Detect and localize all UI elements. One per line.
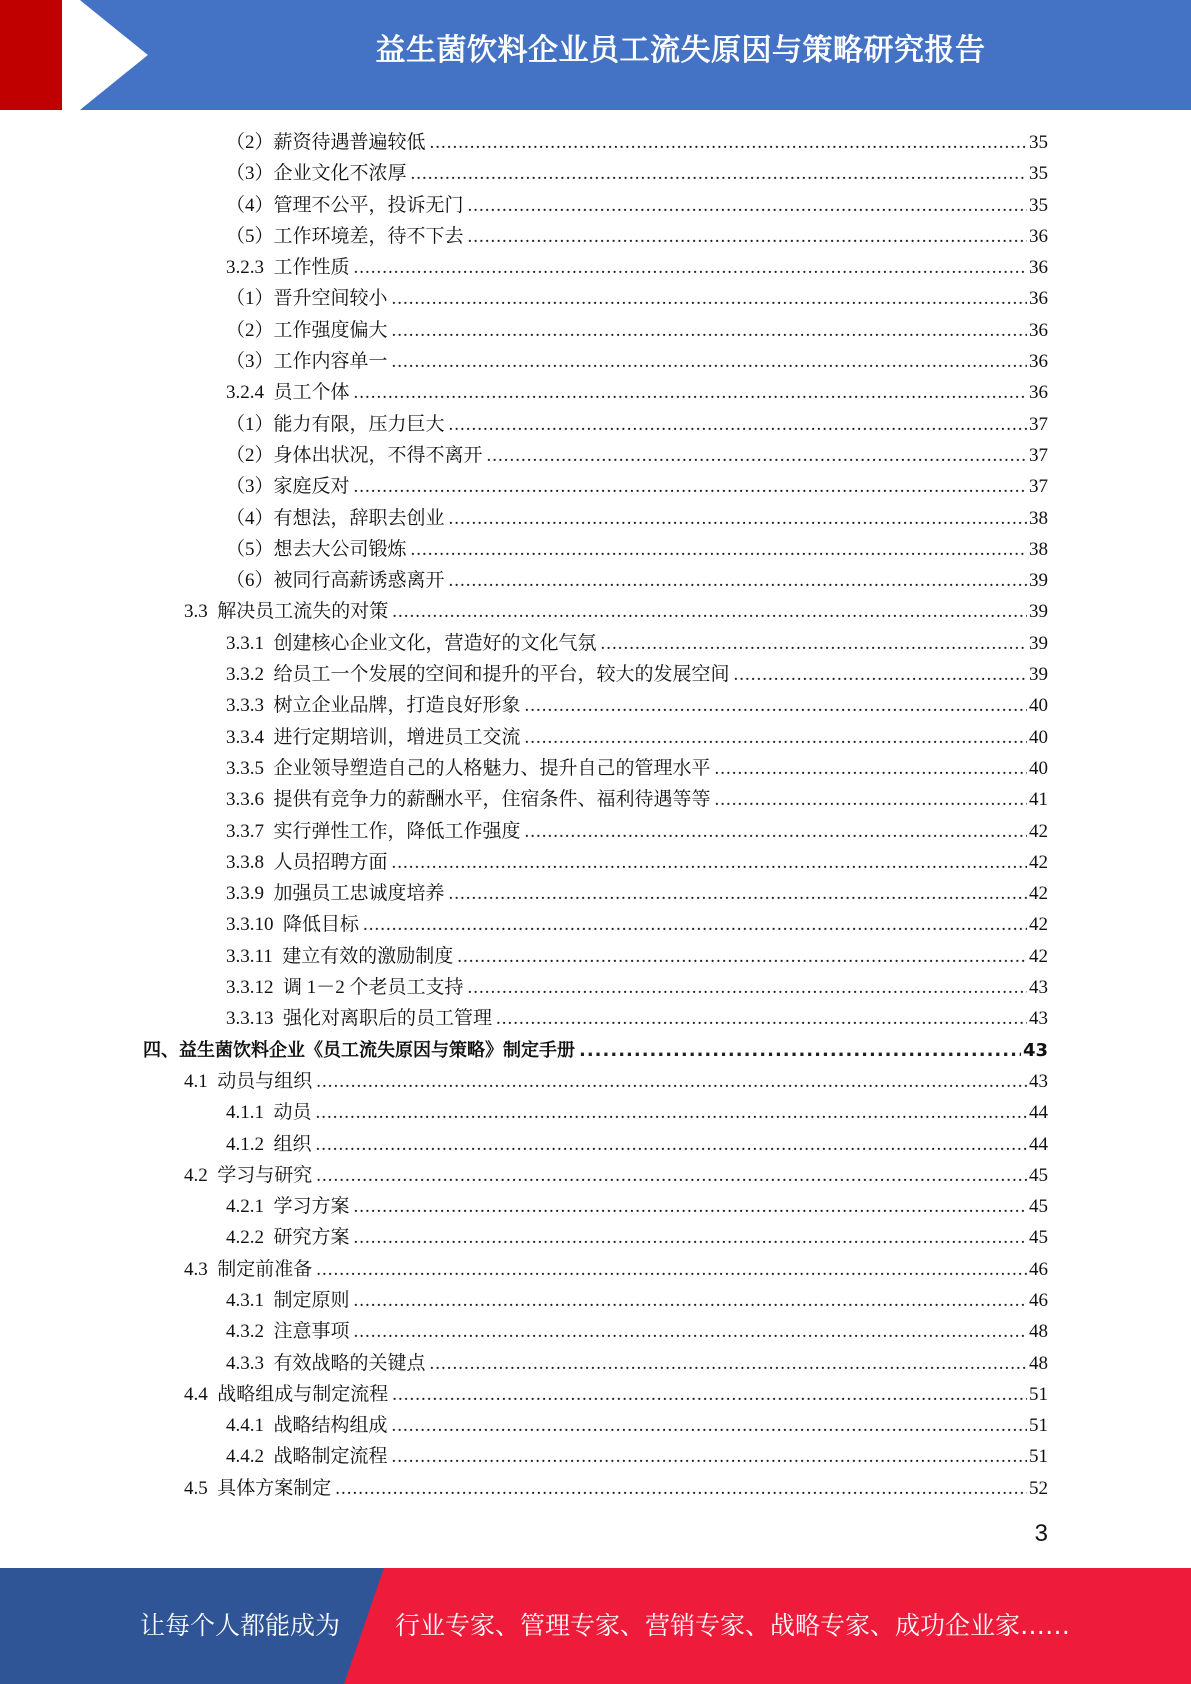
toc-dot-leader xyxy=(449,878,1027,909)
toc-dot-leader xyxy=(363,909,1027,940)
toc-entry-label: （5）想去大公司锻炼 xyxy=(226,538,407,560)
toc-entry[interactable] xyxy=(0,878,1048,909)
toc-entry[interactable] xyxy=(0,722,1048,753)
toc-dot-leader xyxy=(579,1035,1021,1066)
toc-entry[interactable] xyxy=(0,1160,1048,1191)
toc-entry-page: 37 xyxy=(1029,413,1048,435)
toc-entry-page: 38 xyxy=(1029,507,1048,529)
toc-entry-page: 48 xyxy=(1029,1321,1048,1343)
toc-entry-label: 3.3.4 进行定期培训，增进员工交流 xyxy=(226,726,521,748)
toc-entry-page: 43 xyxy=(1029,977,1048,999)
toc-entry-page: 39 xyxy=(1029,601,1048,623)
toc-entry[interactable] xyxy=(0,1003,1048,1034)
toc-entry[interactable] xyxy=(0,283,1048,314)
toc-dot-leader xyxy=(734,659,1027,690)
toc-dot-leader xyxy=(392,1379,1027,1410)
toc-entry[interactable] xyxy=(0,1379,1048,1410)
toc-dot-leader xyxy=(316,1129,1027,1160)
toc-entry-label: 3.3.12 调 1－2 个老员工支持 xyxy=(226,977,464,999)
toc-entry-label: （4）有想法，辞职去创业 xyxy=(226,507,445,529)
toc-entry-page: 40 xyxy=(1029,726,1048,748)
toc-entry-page: 35 xyxy=(1029,163,1048,185)
toc-entry[interactable] xyxy=(0,315,1048,346)
toc-entry-page: 39 xyxy=(1029,664,1048,686)
toc-dot-leader xyxy=(715,784,1027,815)
toc-entry-label: 3.3.8 人员招聘方面 xyxy=(226,851,388,873)
toc-entry-label: 3.3.1 创建核心企业文化，营造好的文化气氛 xyxy=(226,632,597,654)
toc-entry[interactable] xyxy=(0,628,1048,659)
toc-entry[interactable] xyxy=(0,1191,1048,1222)
toc-entry-page: 38 xyxy=(1029,538,1048,560)
toc-entry-label: 3.3.3 树立企业品牌，打造良好形象 xyxy=(226,695,521,717)
toc-dot-leader xyxy=(354,1191,1027,1222)
toc-entry[interactable] xyxy=(0,909,1048,940)
toc-entry[interactable] xyxy=(0,1129,1048,1160)
toc-entry-label: （1）能力有限，压力巨大 xyxy=(226,413,445,435)
toc-entry-label: 4.2.2 研究方案 xyxy=(226,1227,350,1249)
toc-dot-leader xyxy=(525,816,1027,847)
toc-entry-label: （5）工作环境差，待不下去 xyxy=(226,225,464,247)
toc-entry-label: 四、益生菌饮料企业《员工流失原因与策略》制定手册 xyxy=(143,1039,575,1061)
toc-dot-leader xyxy=(496,1003,1027,1034)
toc-entry-label: 3.3.2 给员工一个发展的空间和提升的平台，较大的发展空间 xyxy=(226,664,730,686)
toc-dot-leader xyxy=(525,722,1027,753)
toc-entry-page: 37 xyxy=(1029,476,1048,498)
toc-entry-page: 51 xyxy=(1029,1383,1048,1405)
toc-entry[interactable] xyxy=(0,1222,1048,1253)
toc-entry[interactable] xyxy=(0,1473,1048,1504)
toc-entry[interactable] xyxy=(0,1410,1048,1441)
toc-entry-page: 36 xyxy=(1029,225,1048,247)
toc-entry[interactable] xyxy=(0,377,1048,408)
toc-dot-leader xyxy=(449,409,1027,440)
toc-entry-label: 4.4.1 战略结构组成 xyxy=(226,1415,388,1437)
toc-entry-label: 4.4 战略组成与制定流程 xyxy=(184,1383,389,1405)
toc-entry[interactable] xyxy=(0,565,1048,596)
toc-dot-leader xyxy=(392,1441,1027,1472)
footer-slogan: 让每个人都能成为 xyxy=(140,1611,341,1640)
toc-entry-page: 42 xyxy=(1029,914,1048,936)
toc-dot-leader xyxy=(449,565,1027,596)
toc-entry[interactable] xyxy=(0,1316,1048,1347)
toc-entry-label: 4.3 制定前准备 xyxy=(184,1258,313,1280)
toc-entry-label: 3.3.7 实行弹性工作，降低工作强度 xyxy=(226,820,521,842)
toc-dot-leader xyxy=(354,377,1027,408)
toc-dot-leader xyxy=(392,1410,1027,1441)
header-title: 益生菌饮料企业员工流失原因与策略研究报告 xyxy=(375,33,986,68)
toc-entry-page: 43 xyxy=(1022,1039,1048,1061)
toc-dot-leader xyxy=(354,471,1027,502)
toc-dot-leader xyxy=(392,847,1027,878)
toc-dot-leader xyxy=(715,753,1027,784)
toc-entry-label: （3）企业文化不浓厚 xyxy=(226,163,407,185)
toc-entry-label: （3）工作内容单一 xyxy=(226,351,388,373)
toc-entry[interactable] xyxy=(0,409,1048,440)
toc-entry-page: 44 xyxy=(1029,1133,1048,1155)
toc-dot-leader xyxy=(392,596,1027,627)
page-number: 3 xyxy=(1034,1520,1048,1547)
toc-dot-leader xyxy=(316,1097,1027,1128)
toc-entry-page: 36 xyxy=(1029,257,1048,279)
toc-dot-leader xyxy=(468,190,1027,221)
toc-entry-page: 40 xyxy=(1029,757,1048,779)
toc-entry-label: 3.3.6 提供有竞争力的薪酬水平，住宿条件、福利待遇等等 xyxy=(226,789,711,811)
toc-entry[interactable] xyxy=(0,753,1048,784)
toc-entry-label: 3.3 解决员工流失的对策 xyxy=(184,601,389,623)
toc-entry[interactable] xyxy=(0,847,1048,878)
toc-entry-label: 4.4.2 战略制定流程 xyxy=(226,1446,388,1468)
toc-dot-leader xyxy=(601,628,1027,659)
toc-entry-label: （6）被同行高薪诱惑离开 xyxy=(226,570,445,592)
toc-entry-page: 40 xyxy=(1029,695,1048,717)
toc-entry-page: 45 xyxy=(1029,1196,1048,1218)
toc-entry-page: 51 xyxy=(1029,1446,1048,1468)
toc-entry-page: 48 xyxy=(1029,1352,1048,1374)
toc-entry-label: 3.3.11 建立有效的激励制度 xyxy=(226,945,454,967)
toc-entry-label: 3.3.9 加强员工忠诚度培养 xyxy=(226,883,445,905)
toc-entry[interactable] xyxy=(0,941,1048,972)
toc-entry-label: 4.1.2 组织 xyxy=(226,1133,312,1155)
toc-entry[interactable] xyxy=(0,503,1048,534)
toc-entry[interactable] xyxy=(0,346,1048,377)
toc-entry-page: 39 xyxy=(1029,570,1048,592)
toc-entry-label: 4.1.1 动员 xyxy=(226,1102,312,1124)
toc-entry[interactable] xyxy=(0,816,1048,847)
toc-dot-leader xyxy=(316,1254,1027,1285)
toc-entry-page: 44 xyxy=(1029,1102,1048,1124)
toc-entry[interactable] xyxy=(0,221,1048,252)
footer-tagline: 行业专家、管理专家、营销专家、战略专家、成功企业家…… xyxy=(395,1611,1071,1640)
toc-entry-page: 42 xyxy=(1029,851,1048,873)
toc-dot-leader xyxy=(449,503,1027,534)
toc-entry-page: 42 xyxy=(1029,945,1048,967)
toc-entry-label: （2）身体出状况，不得不离开 xyxy=(226,444,483,466)
toc-dot-leader xyxy=(468,972,1027,1003)
toc-entry-page: 42 xyxy=(1029,883,1048,905)
toc-entry[interactable] xyxy=(0,1348,1048,1379)
toc-dot-leader xyxy=(487,440,1027,471)
toc-entry-label: 3.3.10 降低目标 xyxy=(226,914,360,936)
toc-entry[interactable] xyxy=(0,471,1048,502)
toc-entry-label: 4.3.2 注意事项 xyxy=(226,1321,350,1343)
toc-entry[interactable] xyxy=(0,690,1048,721)
toc-entry-label: 3.2.4 员工个体 xyxy=(226,382,350,404)
toc-entry[interactable] xyxy=(0,127,1048,158)
toc-entry-page: 39 xyxy=(1029,632,1048,654)
toc-entry-page: 42 xyxy=(1029,820,1048,842)
toc-entry-label: 4.3.3 有效战略的关键点 xyxy=(226,1352,426,1374)
toc-entry-label: 4.2.1 学习方案 xyxy=(226,1196,350,1218)
toc-entry-page: 52 xyxy=(1029,1477,1048,1499)
toc-dot-leader xyxy=(354,1285,1027,1316)
toc-dot-leader xyxy=(316,1160,1027,1191)
toc-entry-page: 45 xyxy=(1029,1164,1048,1186)
toc-entry-page: 46 xyxy=(1029,1289,1048,1311)
toc-entry-page: 43 xyxy=(1029,1070,1048,1092)
toc-entry[interactable] xyxy=(0,659,1048,690)
toc-entry[interactable] xyxy=(0,1097,1048,1128)
toc-entry-label: （4）管理不公平，投诉无门 xyxy=(226,194,464,216)
toc-entry-page: 37 xyxy=(1029,444,1048,466)
toc-entry-page: 36 xyxy=(1029,351,1048,373)
toc-entry-label: 3.3.13 强化对离职后的员工管理 xyxy=(226,1008,493,1030)
toc-dot-leader xyxy=(468,221,1027,252)
toc-entry-label: 4.5 具体方案制定 xyxy=(184,1477,332,1499)
toc-entry[interactable] xyxy=(0,158,1048,189)
table-of-contents xyxy=(0,127,1191,1504)
toc-dot-leader xyxy=(430,1348,1027,1379)
toc-entry-page: 51 xyxy=(1029,1415,1048,1437)
toc-entry[interactable] xyxy=(0,784,1048,815)
toc-entry-label: 4.3.1 制定原则 xyxy=(226,1289,350,1311)
toc-entry[interactable] xyxy=(0,1066,1048,1097)
toc-entry[interactable] xyxy=(0,534,1048,565)
toc-entry[interactable] xyxy=(0,1035,1048,1066)
toc-entry[interactable] xyxy=(0,190,1048,221)
toc-entry[interactable] xyxy=(0,1441,1048,1472)
toc-entry-label: （1）晋升空间较小 xyxy=(226,288,388,310)
toc-entry[interactable] xyxy=(0,252,1048,283)
toc-dot-leader xyxy=(354,252,1027,283)
toc-entry-page: 35 xyxy=(1029,132,1048,153)
toc-entry[interactable] xyxy=(0,596,1048,627)
page-header xyxy=(0,0,1191,110)
toc-entry-page: 46 xyxy=(1029,1258,1048,1280)
toc-dot-leader xyxy=(411,534,1027,565)
toc-dot-leader xyxy=(525,690,1027,721)
toc-entry[interactable] xyxy=(0,1254,1048,1285)
toc-dot-leader xyxy=(430,127,1027,158)
toc-entry-page: 35 xyxy=(1029,194,1048,216)
page-footer xyxy=(0,1568,1191,1684)
toc-dot-leader xyxy=(392,283,1027,314)
toc-entry[interactable] xyxy=(0,440,1048,471)
toc-entry-page: 41 xyxy=(1029,789,1048,811)
toc-entry-page: 43 xyxy=(1029,1008,1048,1030)
toc-entry-label: 3.3.5 企业领导塑造自己的人格魅力、提升自己的管理水平 xyxy=(226,757,711,779)
toc-dot-leader xyxy=(411,158,1027,189)
toc-entry-label: （3）家庭反对 xyxy=(226,476,350,498)
toc-entry-page: 36 xyxy=(1029,288,1048,310)
toc-dot-leader xyxy=(316,1066,1027,1097)
toc-dot-leader xyxy=(354,1222,1027,1253)
toc-entry-label: 3.2.3 工作性质 xyxy=(226,257,350,279)
toc-entry[interactable] xyxy=(0,1285,1048,1316)
toc-entry-page: 36 xyxy=(1029,382,1048,404)
toc-entry[interactable] xyxy=(0,972,1048,1003)
toc-entry-label: 4.2 学习与研究 xyxy=(184,1164,313,1186)
toc-dot-leader xyxy=(354,1316,1027,1347)
toc-entry-label: 4.1 动员与组织 xyxy=(184,1070,313,1092)
toc-entry-label: （2）工作强度偏大 xyxy=(226,319,388,341)
toc-dot-leader xyxy=(392,315,1027,346)
toc-entry-label: （2）薪资待遇普遍较低 xyxy=(226,132,426,153)
toc-entry-page: 45 xyxy=(1029,1227,1048,1249)
toc-dot-leader xyxy=(457,941,1027,972)
toc-entry-page: 36 xyxy=(1029,319,1048,341)
toc-dot-leader xyxy=(335,1473,1027,1504)
toc-dot-leader xyxy=(392,346,1027,377)
